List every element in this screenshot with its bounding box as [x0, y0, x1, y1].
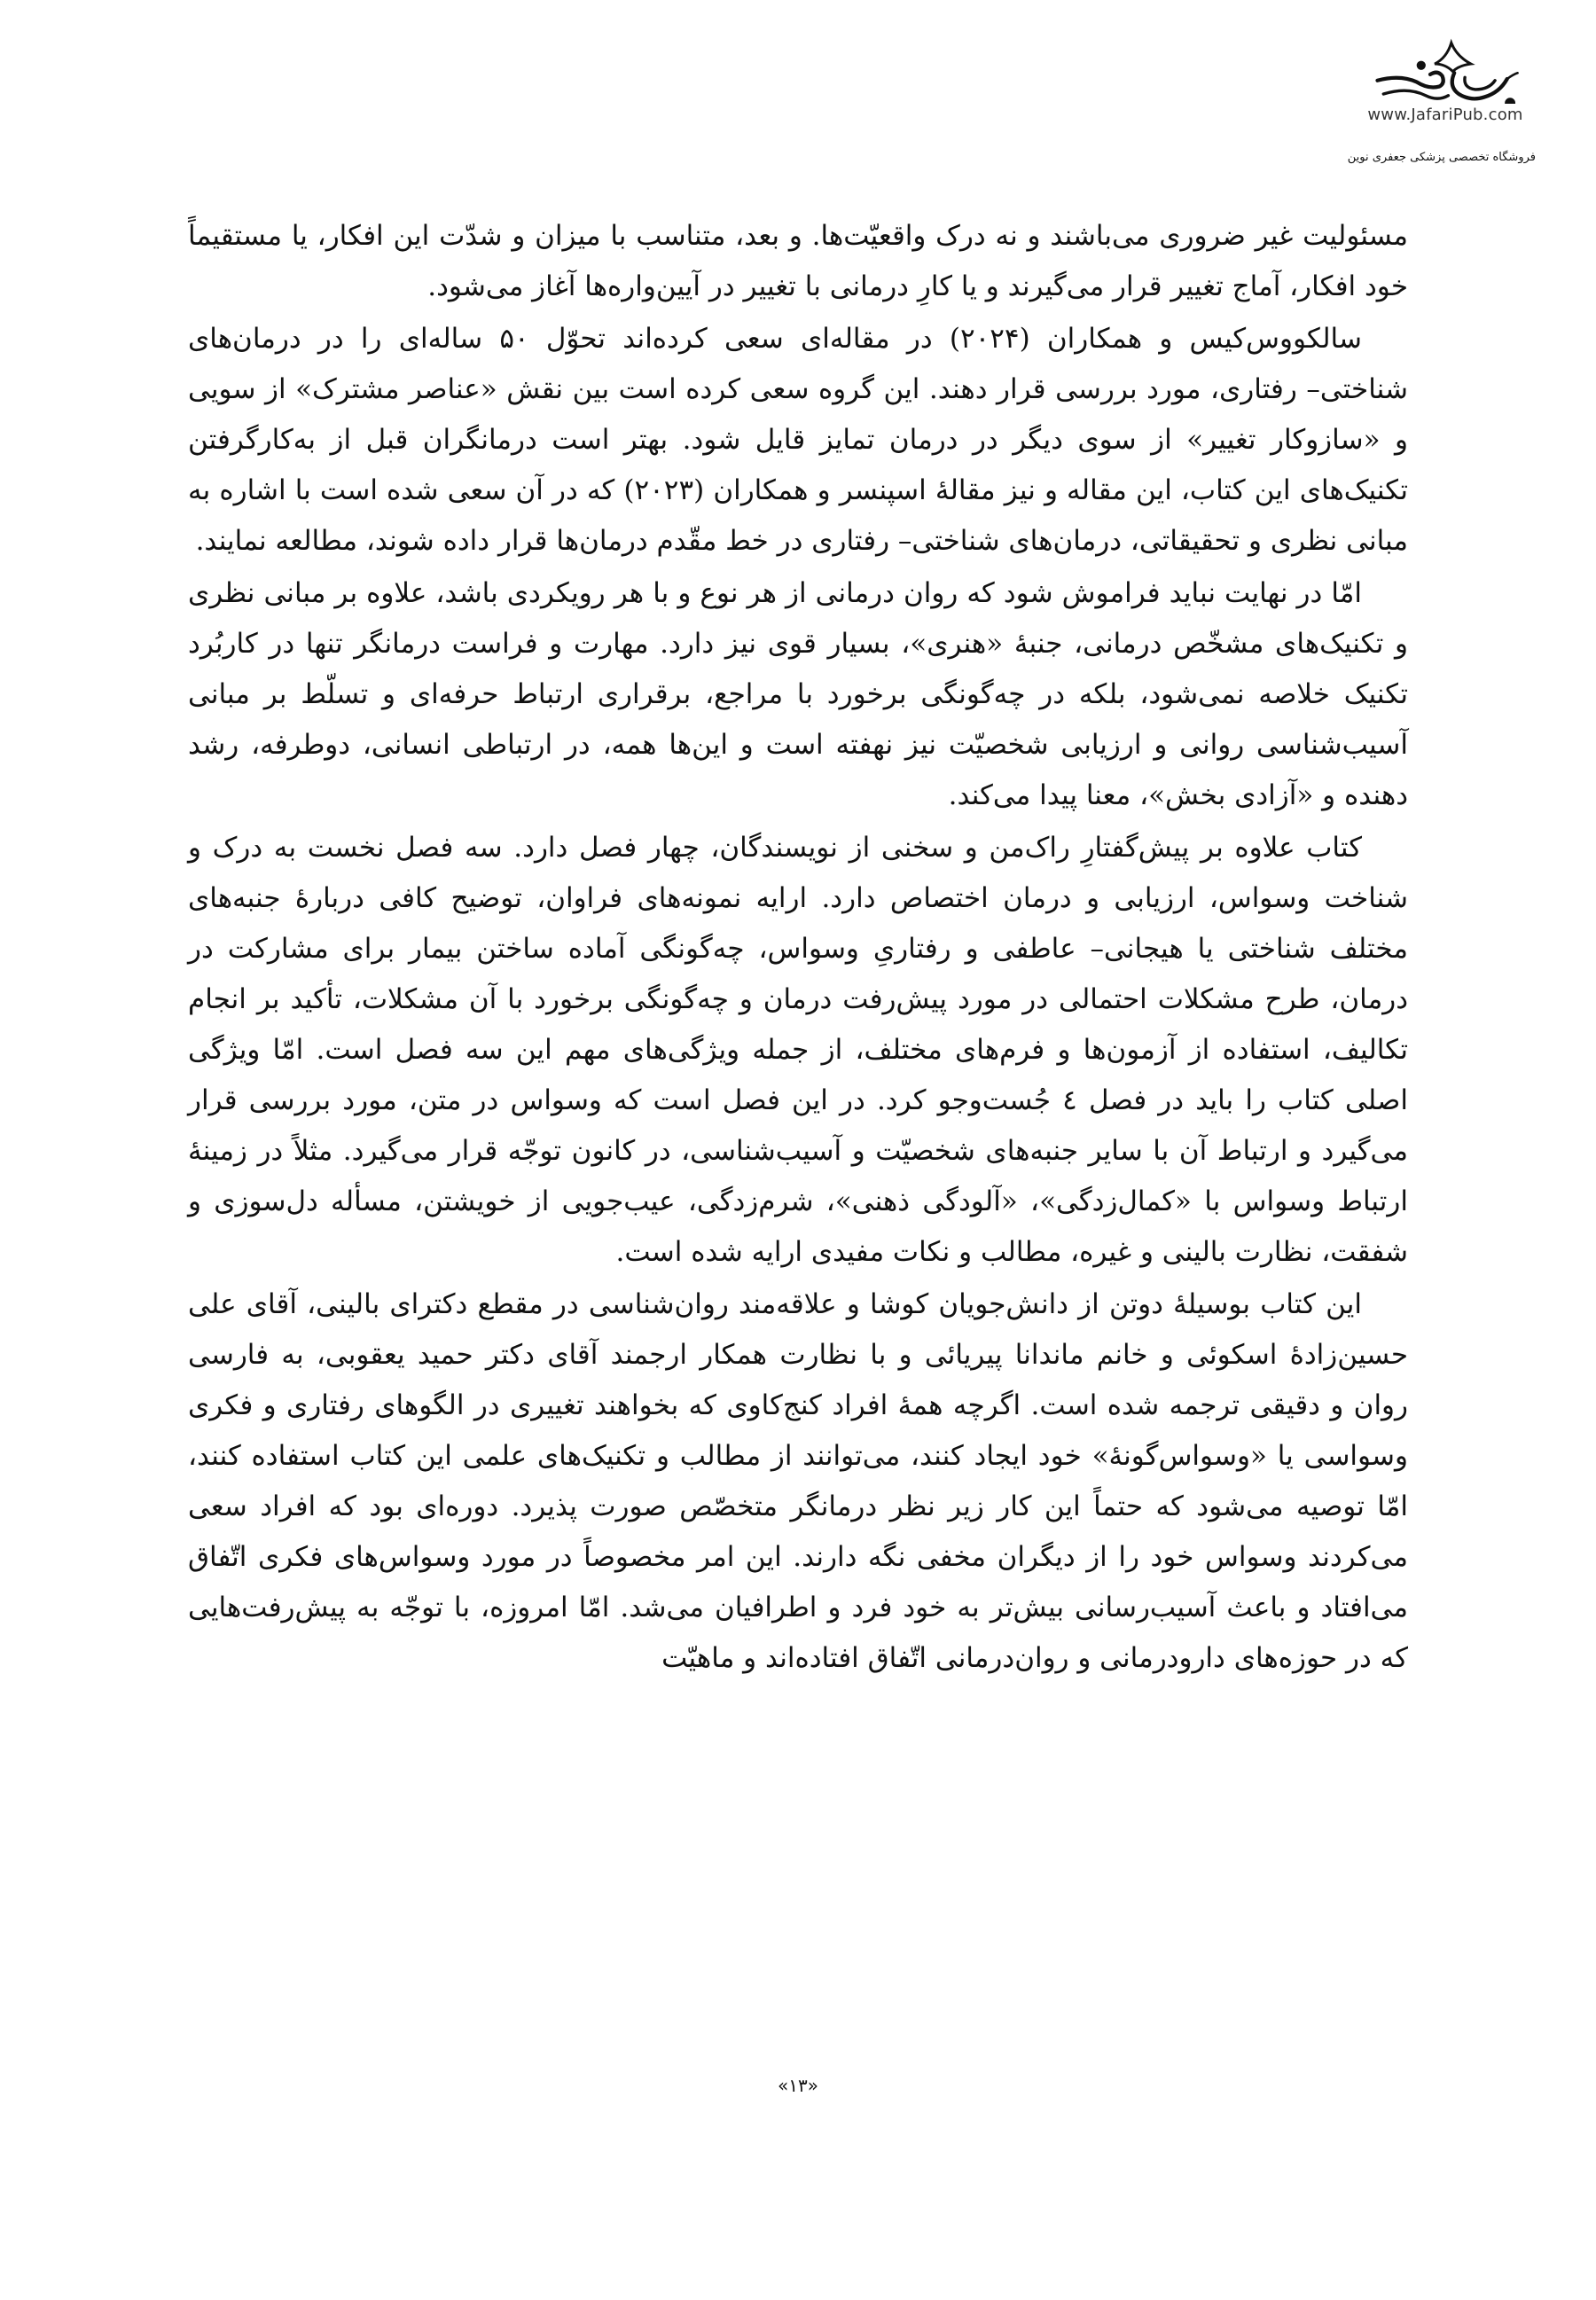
page-number: «۱۳» [778, 2075, 818, 2096]
paragraph: این کتاب بوسیلهٔ دوتن از دانش‌جویان کوشا و علاقه‌مند روان‌شناسی در مقطع دکترای بالینی، آقای علی حسین‌زادهٔ اسکوئی و خانم ماندانا پیریائی و با نظارت همکار ارجمند آقای دکتر حمید یعقوبی، به فارسی روان و دقیقی ترجمه شده است. اگرچه همهٔ افراد کنج‌کاوی که بخواهند تغییری در الگوهای رفتاری و فکری وسواسی یا «وسواس‌گونهٔ» خود ایجاد کنند، می‌توانند از مطالب و تکنیک‌های علمی این کتاب استفاده کنند، امّا توصیه می‌شود که حتماً این کار زیر نظر درمانگر متخصّص صورت پذیرد. دوره‌ای بود که افراد سعی می‌کردند وسواس خود را از دیگران مخفی نگه دارند. این امر مخصوصاً در مورد وسواس‌های فکری اتّفاق می‌افتاد و باعث آسیب‌رسانی بیش‌تر به خود فرد و اطرافیان می‌شد. امّا امروزه، با توجّه به پیش‌رفت‌هایی که در حوزه‌های دارودرمانی و روان‌درمانی اتّفاق افتاده‌اند و ماهیّت [188, 1288, 1408, 1674]
publisher-url: www.JafariPub.com [1367, 106, 1523, 124]
page-body [188, 211, 1408, 1686]
paragraph: کتاب علاوه بر پیش‌گفتارِ راک‌من و سخنی از نویسندگان، چهار فصل دارد. سه فصل نخست به درک و شناخت وسواس، ارزیابی و درمان اختصاص دارد. ارایه نمونه‌های فراوان، توضیح کافی دربارهٔ جنبه‌های مختلف شناختی یا هیجانی– عاطفی و رفتاریِ وسواس، چه‌گونگی آماده ساختن بیمار برای مشارکت در درمان، طرح مشکلات احتمالی در مورد پیش‌رفت درمان و چه‌گونگی برخورد با آن مشکلات، تأکید بر انجام تکالیف، استفاده از آزمون‌ها و فرم‌های مختلف، از جمله ویژگی‌های مهم این سه فصل است. امّا ویژگی اصلی کتاب را باید در فصل ٤ جُست‌وجو کرد. در این فصل است که وسواس در متن، مورد بررسی قرار می‌گیرد و ارتباط آن با سایر جنبه‌های شخصیّت و آسیب‌شناسی، در کانون توجّه قرار می‌گیرد. مثلاً در زمینهٔ ارتباط وسواس با «کمال‌زدگی»، «آلودگی ذهنی»، شرم‌زدگی، عیب‌جویی از خویشتن، مسأله دل‌سوزی و شفقت، نظارت بالینی و غیره، مطالب و نکات مفیدی ارایه شده است. [188, 832, 1408, 1268]
paragraph: سالکووس‌کیس و همکاران (۲۰۲۴) در مقاله‌ای سعی کرده‌اند تحوّل ۵۰ ساله‌ای را در درمان‌های شناختی– رفتاری، مورد بررسی قرار دهند. این گروه سعی کرده است بین نقش «عناصر مشترک» از سویی و «سازوکار تغییر» از سوی دیگر در درمان تمایز قایل شود. بهتر است درمانگران قبل از به‌کارگرفتن تکنیک‌های این کتاب، این مقاله و نیز مقالهٔ اسپنسر و همکاران (۲۰۲۳) که در آن سعی شده است با اشاره به مبانی نظری و تحقیقاتی، درمان‌های شناختی– رفتاری در خط مقّدم درمان‌ها قرار داده شوند، مطالعه نمایند. [188, 323, 1408, 557]
publisher-logo [1357, 20, 1534, 124]
paragraph: مسئولیت غیر ضروری می‌باشند و نه درک واقعیّت‌ها. و بعد، متناسب با میزان و شدّت این افکار، یا مستقیماً خود افکار، آماج تغییر قرار می‌گیرند و یا کارِ درمانی با تغییر در آیین‌واره‌ها آغاز می‌شود. [188, 220, 1408, 302]
jafari-pub-logo-icon [1370, 20, 1521, 104]
store-name: فروشگاه تخصصی پزشکی جعفری نوین [1347, 151, 1536, 164]
paragraph: امّا در نهایت نباید فراموش شود که روان درمانی از هر نوع و با هر رویکردی باشد، علاوه بر مبانی نظری و تکنیک‌های مشخّص درمانی، جنبهٔ «هنری»، بسیار قوی نیز دارد. مهارت و فراست درمانگر تنها در کاربُرد تکنیک خلاصه نمی‌شود، بلکه در چه‌گونگی برخورد با مراجع، برقراری ارتباط حرفه‌ای و تسلّط بر مبانی آسیب‌شناسی روانی و ارزیابی شخصیّت نیز نهفته است و این‌ها همه، در ارتباطی انسانی، دوطرفه، رشد دهنده و «آزادی بخش»، معنا پیدا می‌کند. [188, 577, 1408, 811]
